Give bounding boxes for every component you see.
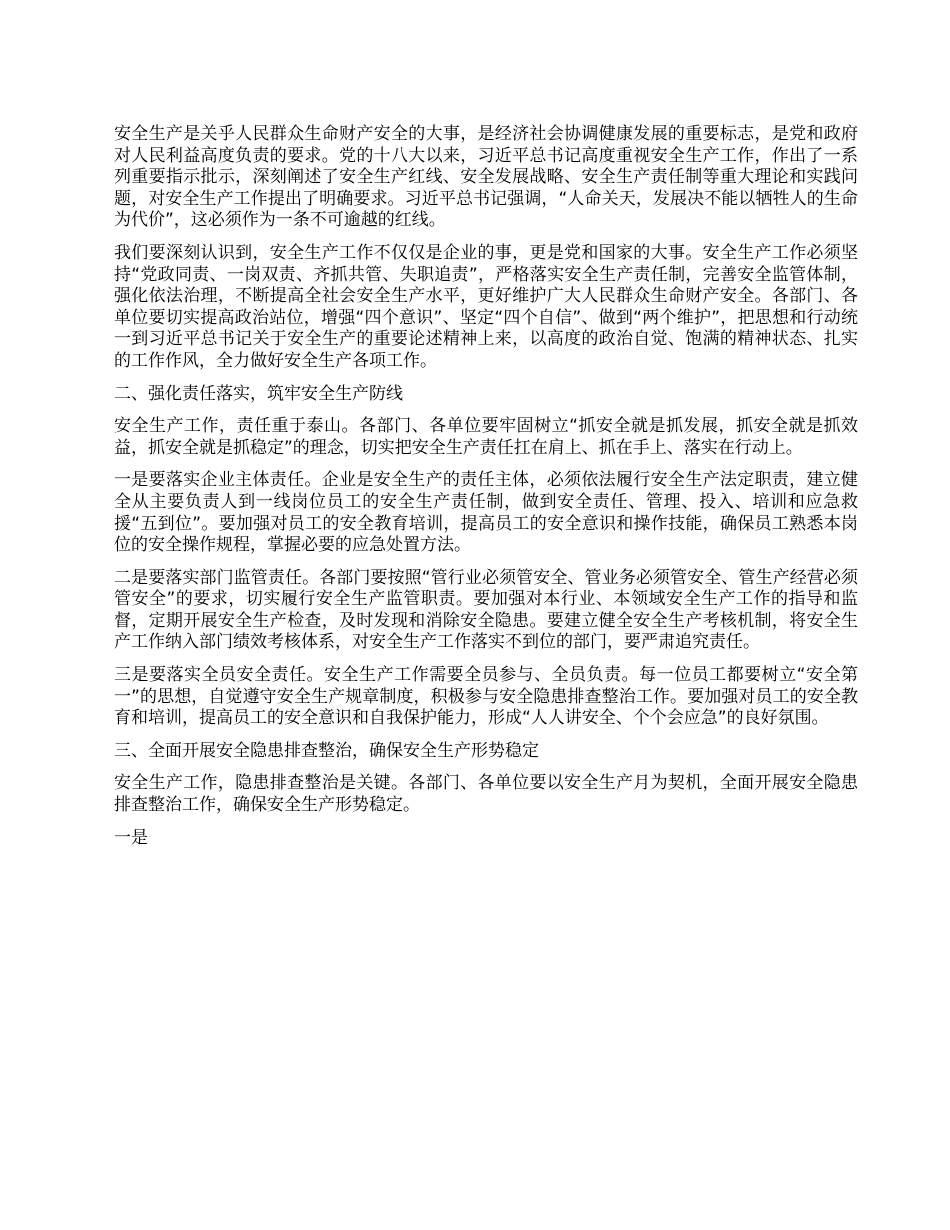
paragraph-department-duty: 二是要落实部门监管责任。各部门要按照“管行业必须管安全、管业务必须管安全、管生产经营必须管安全”的要求，切实履行安全生产监管职责。要加强对本行业、本领域安全生产工作的指导和监督，定期开展安全生产检查，及时发现和消除安全隐患。要建立健全安全生产考核机制，将安全生产工作纳入部门绩效考核体系，对安全生产工作落实不到位的部门，要严肃追究责任。: [114, 567, 858, 653]
paragraph-awareness: 我们要深刻认识到，安全生产工作不仅仅是企业的事，更是党和国家的大事。安全生产工作必须坚持“党政同责、一岗双责、齐抓共管、失职追责”，严格落实安全生产责任制，完善安全监管体制，强化依法治理，不断提高全社会安全生产水平，更好维护广大人民群众生命财产安全。各部门、各单位要切实提高政治站位，增强“四个意识”、坚定“四个自信”、做到“两个维护”，把思想和行动统一到习近平总书记关于安全生产的重要论述精神上来，以高度的政治自觉、饱满的精神状态、扎实的工作作风，全力做好安全生产各项工作。: [114, 242, 858, 371]
paragraph-enterprise-duty: 一是要落实企业主体责任。企业是安全生产的责任主体，必须依法履行安全生产法定职责，建立健全从主要负责人到一线岗位员工的安全生产责任制，做到安全责任、管理、投入、培训和应急救援“五到位”。要加强对员工的安全教育培训，提高员工的安全意识和操作技能，确保员工熟悉本岗位的安全操作规程，掌握必要的应急处置方法。: [114, 470, 858, 556]
paragraph-responsibility: 安全生产工作，责任重于泰山。各部门、各单位要牢固树立“抓安全就是抓发展，抓安全就是抓效益，抓安全就是抓稳定”的理念，切实把安全生产责任扛在肩上、抓在手上、落实在行动上。: [114, 416, 858, 458]
paragraph-intro: 安全生产是关乎人民群众生命财产安全的大事，是经济社会协调健康发展的重要标志，是党和政府对人民利益高度负责的要求。党的十八大以来，习近平总书记高度重视安全生产工作，作出了一系列重要指示批示，深刻阐述了安全生产红线、安全发展战略、安全生产责任制等重大理论和实践问题，对安全生产工作提出了明确要求。习近平总书记强调，“人命关天，发展决不能以牺牲人的生命为代价”，这必须作为一条不可逾越的红线。: [114, 124, 858, 231]
document-body: [114, 124, 858, 860]
section-heading-2: 二、强化责任落实，筑牢安全生产防线: [114, 383, 403, 404]
paragraph-truncated: 一是: [114, 827, 148, 848]
paragraph-hazard-check: 安全生产工作，隐患排查整治是关键。各部门、各单位要以安全生产月为契机，全面开展安全隐患排查整治工作，确保安全生产形势稳定。: [114, 773, 858, 816]
section-heading-3: 三、全面开展安全隐患排查整治，确保安全生产形势稳定: [114, 740, 539, 761]
paragraph-staff-duty: 三是要落实全员安全责任。安全生产工作需要全员参与、全员负责。每一位员工都要树立“安全第一”的思想，自觉遵守安全生产规章制度，积极参与安全隐患排查整治工作。要加强对员工的安全教育和培训，提高员工的安全意识和自我保护能力，形成“人人讲安全、个个会应急”的良好氛围。: [114, 665, 858, 729]
